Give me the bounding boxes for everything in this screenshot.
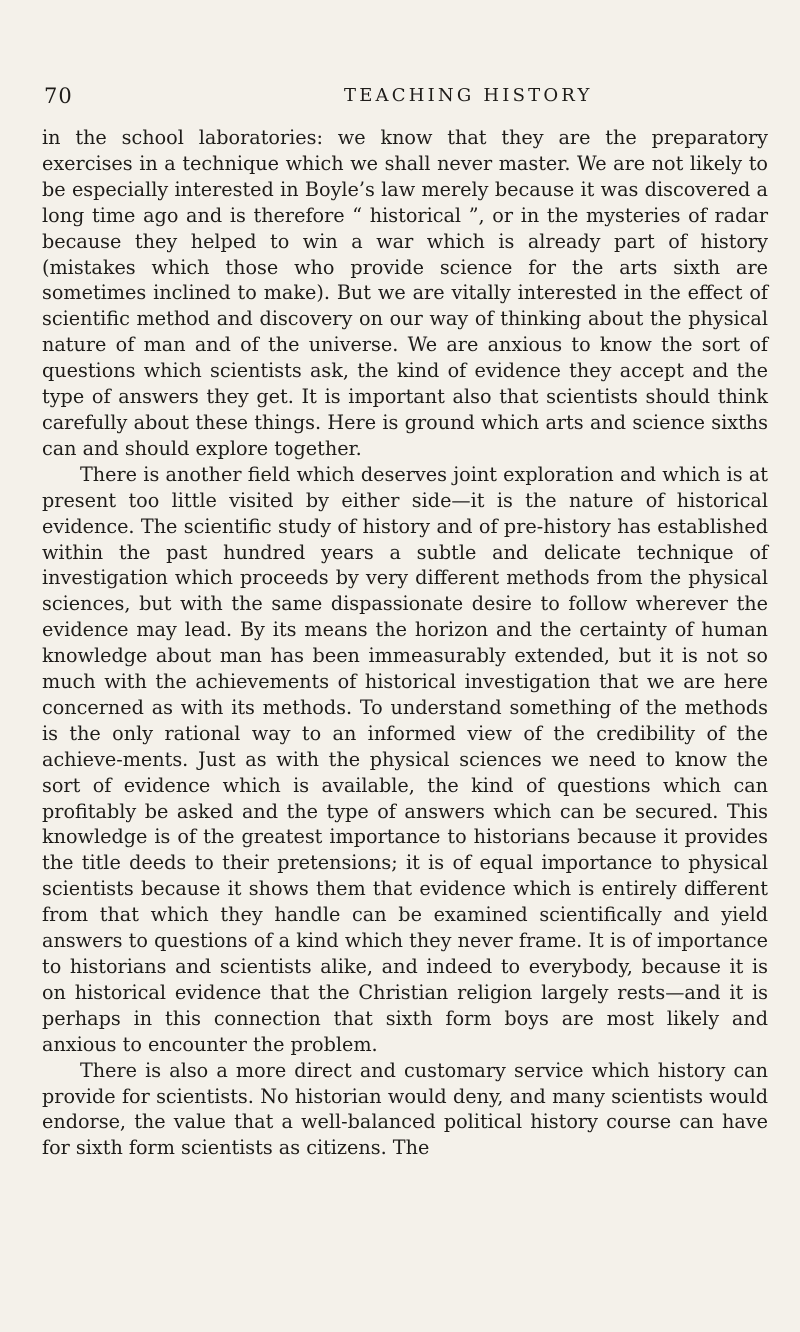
running-header — [44, 84, 758, 114]
running-title: TEACHING HISTORY — [344, 85, 593, 106]
page-number: 70 — [44, 84, 73, 108]
body-text — [42, 125, 768, 1161]
paragraph-continued: in the school laboratories: we know that they are the preparatory exercises in a technique which we shall never master. We are not likely to be especially interested in Boyle’s law merely because it was discovered a long time ago and is therefore “ historical ”, or in the mysteries of radar because they helped to win a war which is already part of history (mistakes which those who provide science for the arts sixth are sometimes inclined to make). But we are vitally interested in the effect of scientific method and discovery on our way of thinking about the physical nature of man and of the universe. We are anxious to know the sort of questions which scientists ask, the kind of evidence they accept and the type of answers they get. It is important also that scientists should think carefully about these things. Here is ground which arts and science sixths can and should explore together. — [42, 126, 768, 460]
paragraph-historical-evidence: There is another field which deserves joint exploration and which is at present too little visited by either side—it is the nature of historical evidence. The scientific study of history and of pre-history has established within the past hundred years a subtle and delicate technique of investigation which proceeds by very different methods from the physical sciences, but with the same dispassionate desire to follow wherever the evidence may lead. By its means the horizon and the certainty of human knowledge about man has been immeasurably extended, but it is not so much with the achievements of historical investigation that we are here concerned as with its methods. To understand something of the methods is the only rational way to an informed view of the credibility of the achieve-ments. Just as with the physical sciences we need to know the sort of evidence which is available, the kind of questions which can profitably be asked and the type of answers which can be secured. This knowledge is of the greatest importance to historians because it provides the title deeds to their pretensions; it is of equal importance to physical scientists because it shows them that evidence which is entirely different from that which they handle can be examined scientifically and yield answers to questions of a kind which they never frame. It is of importance to historians and scientists alike, and indeed to everybody, because it is on historical evidence that the Christian religion largely rests—and it is perhaps in this connection that sixth form boys are most likely and anxious to encounter the problem. — [42, 462, 768, 1056]
paragraph-direct-service: There is also a more direct and customary service which history can provide for scientists. No historian would deny, and many scientists would endorse, the value that a well-balanced political history course can have for sixth form scientists as citizens. The — [42, 1058, 768, 1160]
